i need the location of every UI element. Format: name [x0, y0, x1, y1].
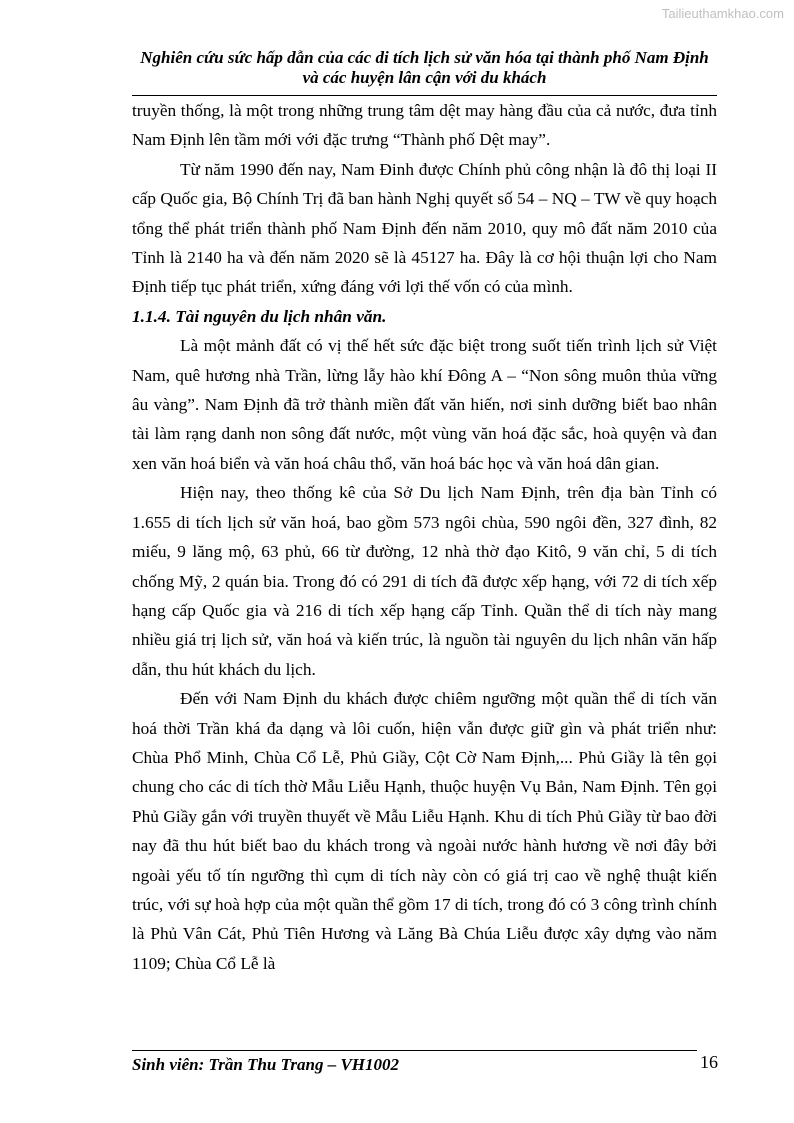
paragraph-5: Đến với Nam Định du khách được chiêm ngưỡng một quần thể di tích văn hoá thời Trần khá đa dạng và lôi cuốn, hiện vẫn được giữ gìn và phát triển như: Chùa Phổ Minh, Chùa Cổ Lễ, Phủ Giầy, Cột Cờ Nam Định,... Phủ Giầy là tên gọi chung cho các di tích thờ Mẫu Liễu Hạnh, thuộc huyện Vụ Bản, Nam Định. Tên gọi Phủ Giầy gắn với truyền thuyết về Mẫu Liễu Hạnh. Khu di tích Phủ Giầy từ bao đời nay đã thu hút biết bao du khách trong và ngoài nước hành hương về nơi đây bởi ngoài yếu tố tín ngưỡng thì cụm di tích này còn có giá trị cao về nghệ thuật kiến trúc, với sự hoà hợp của một quần thể gồm 17 di tích, trong đó có 3 công trình chính là Phủ Vân Cát, Phủ Tiên Hương và Lăng Bà Chúa Liễu được xây dựng vào năm 1109; Chùa Cổ Lễ là — [132, 689, 717, 973]
footer-author: Sinh viên: Trần Thu Trang – VH1002 — [132, 1055, 400, 1074]
paragraph-2: Từ năm 1990 đến nay, Nam Đinh được Chính phủ công nhận là đô thị loại II cấp Quốc gia, Bộ Chính Trị đã ban hành Nghị quyết số 54 – NQ – TW về quy hoạch tổng thể phát triển thành phố Nam Định đến năm 2010, quy mô đất năm 2010 của Tỉnh là 2140 ha và đến năm 2020 sẽ là 45127 ha. Đây là cơ hội thuận lợi cho Nam Định tiếp tục phát triển, xứng đáng với lợi thế vốn có của mình. — [132, 159, 717, 297]
section-heading: 1.1.4. Tài nguyên du lịch nhân văn. — [132, 306, 387, 326]
paragraph-4: Hiện nay, theo thống kê của Sở Du lịch Nam Định, trên địa bàn Tỉnh có 1.655 di tích lịch sử văn hoá, bao gồm 573 ngôi chùa, 590 ngôi đền, 327 đình, 82 miếu, 9 lăng mộ, 63 phủ, 66 từ đường, 12 nhà thờ đạo Kitô, 9 văn chỉ, 5 di tích chống Mỹ, 2 quán bia. Trong đó có 291 di tích đã được xếp hạng, với 72 di tích xếp hạng cấp Quốc gia và 216 di tích xếp hạng cấp Tỉnh. Quần thể di tích này mang nhiều giá trị lịch sử, văn hoá và kiến trúc, là nguồn tài nguyên du lịch nhân văn hấp dẫn, thu hút khách du lịch. — [132, 483, 717, 679]
watermark: Tailieuthamkhao.com — [661, 6, 784, 21]
footer-divider — [132, 1050, 697, 1051]
paragraph-1: truyền thống, là một trong những trung tâm dệt may hàng đầu của cả nước, đưa tỉnh Nam Định lên tầm mới với đặc trưng “Thành phố Dệt may”. — [132, 101, 717, 150]
page-header-title: Nghiên cứu sức hấp dẫn của các di tích lịch sử văn hóa tại thành phố Nam Định và các huyện lân cận với du khách — [140, 48, 709, 87]
page-number: 16 — [700, 1052, 718, 1072]
paragraph-3: Là một mảnh đất có vị thế hết sức đặc biệt trong suốt tiến trình lịch sử Việt Nam, quê hương nhà Trần, lừng lẫy hào khí Đông A – “Non sông muôn thủa vững âu vàng”. Nam Định đã trở thành miền đất văn hiến, nơi sinh dưỡng biết bao nhân tài làm rạng danh non sông đất nước, một vùng văn hoá đặc sắc, hoà quyện và đan xen văn hoá biển và văn hoá châu thổ, văn hoá bác học và văn hoá dân gian. — [132, 336, 717, 473]
document-body — [132, 96, 717, 978]
